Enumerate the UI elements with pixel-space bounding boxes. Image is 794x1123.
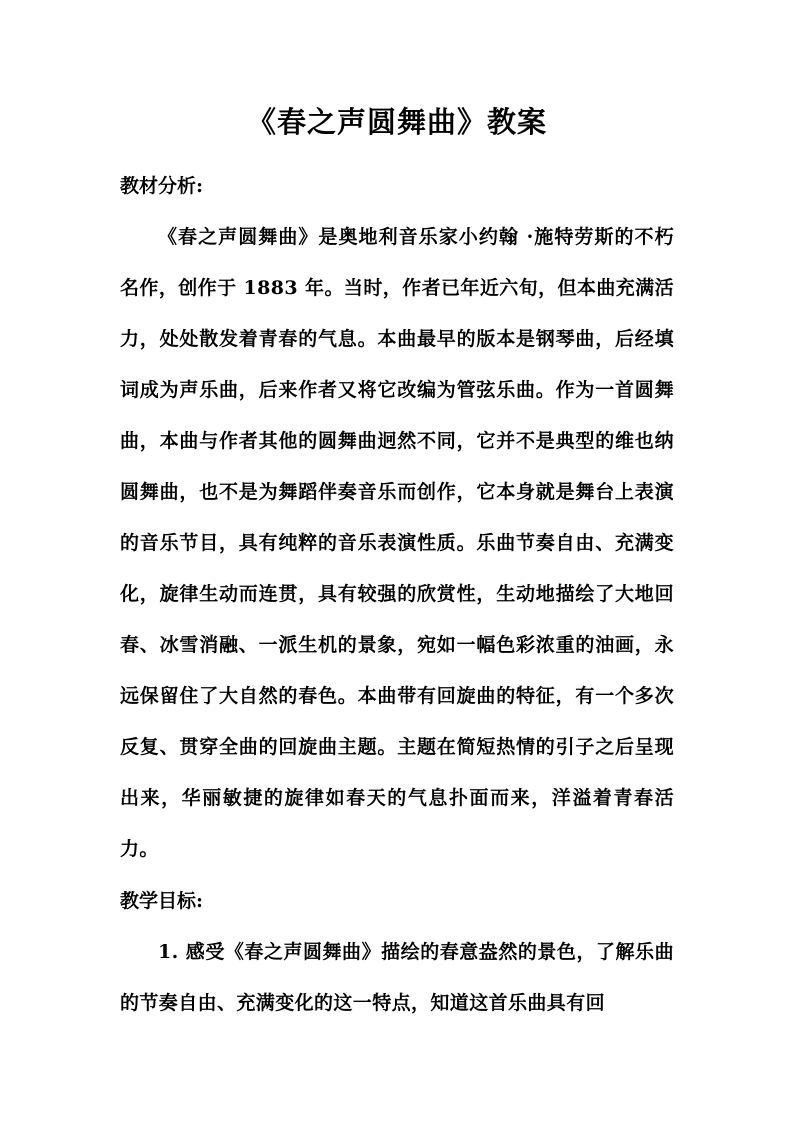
section-heading-analysis: 教材分析: (120, 175, 204, 197)
goal-item-1: 1. 感受《春之声圆舞曲》描绘的春意盎然的景色，了解乐曲的节奏自由、充满变化的这一特点，知道这首乐曲具有回 (120, 941, 674, 1014)
document-title: 《春之声圆舞曲》教案 (246, 105, 547, 139)
analysis-paragraph: 《春之声圆舞曲》是奥地利音乐家小约翰 ·施特劳斯的不朽名作，创作于 1883 年。当时，作者已年近六旬，但本曲充满活力，处处散发着青春的气息。本曲最早的版本是钢琴曲，后经填词成为声乐曲，后来作者又将它改编为管弦乐曲。作为一首圆舞曲，本曲与作者其他的圆舞曲迥然不同，它并不是典型的维也纳圆舞曲，也不是为舞蹈伴奏音乐而创作，它本身就是舞台上表演的音乐节目，具有纯粹的音乐表演性质。乐曲节奏自由、充满变化，旋律生动而连贯，具有较强的欣赏性，生动地描绘了大地回春、冰雪消融、一派生机的景象，宛如一幅色彩浓重的油画，永远保留住了大自然的春色。本曲带有回旋曲的特征，有一个多次反复、贯穿全曲的回旋曲主题。主题在简短热情的引子之后呈现出来，华丽敏捷的旋律如春天的气息扑面而来，洋溢着青春活力。 (120, 226, 674, 860)
section-heading-goals: 教学目标: (120, 890, 204, 912)
document-body (120, 160, 674, 1029)
